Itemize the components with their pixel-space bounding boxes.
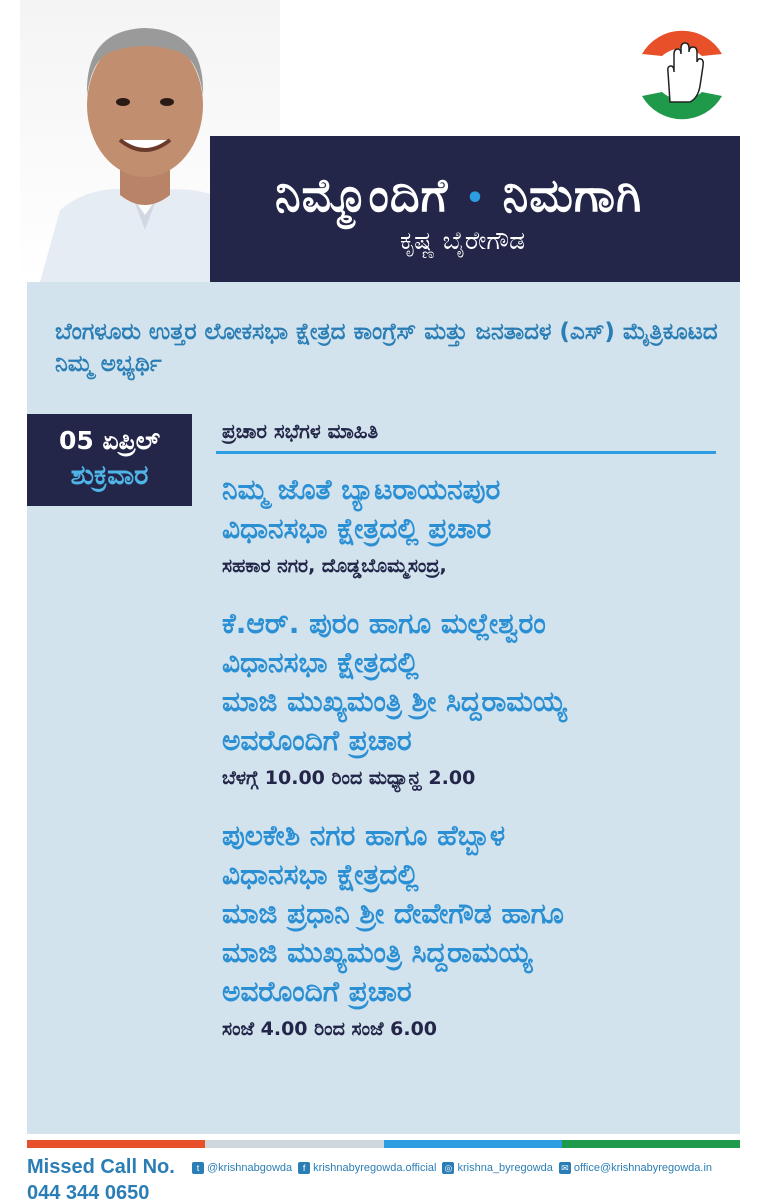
missed-call-number[interactable]: 044 344 0650 <box>27 1182 150 1200</box>
social-twitter[interactable] <box>192 1162 292 1174</box>
party-logo <box>632 24 732 124</box>
social-text: krishna_byregowda <box>457 1162 553 1174</box>
events-list <box>222 470 727 1067</box>
social-text: krishnabyregowda.official <box>313 1162 437 1174</box>
section-divider <box>216 451 716 454</box>
date-box <box>27 414 192 506</box>
candidate-name: ಕೃಷ್ಣ ಬೈರೇಗೌಡ <box>400 226 526 255</box>
social-facebook[interactable] <box>298 1162 436 1174</box>
event-line: ಪುಲಕೇಶಿ ನಗರ ಹಾಗೂ ಹೆಬ್ಬಾಳ <box>222 819 506 852</box>
instagram-icon: ◎ <box>442 1162 454 1174</box>
event-item <box>222 816 727 1045</box>
event-line: ಮಾಜಿ ಮುಖ್ಯಮಂತ್ರಿ ಶ್ರೀ ಸಿದ್ದರಾಮಯ್ಯ <box>222 685 567 718</box>
event-line: ಅವರೊಂದಿಗೆ ಪ್ರಚಾರ <box>222 724 412 757</box>
event-line: ಮಾಜಿ ಪ್ರಧಾನಿ ಶ್ರೀ ದೇವೇಗೌಡ ಹಾಗೂ <box>222 897 564 930</box>
social-email[interactable] <box>559 1162 712 1174</box>
event-line: ವಿಧಾನಸಭಾ ಕ್ಷೇತ್ರದಲ್ಲಿ ಪ್ರಚಾರ <box>222 512 492 545</box>
event-detail: ಸಂಜೆ 4.00 ರಿಂದ ಸಂಜೆ 6.00 <box>222 1018 438 1040</box>
missed-call-label: Missed Call No. <box>27 1156 175 1178</box>
event-line: ಕೆ.ಆರ್. ಪುರಂ ಹಾಗೂ ಮಲ್ಲೇಶ್ವರಂ <box>222 607 546 640</box>
event-line: ಮಾಜಿ ಮುಖ್ಯಮಂತ್ರಿ ಸಿದ್ದರಾಮಯ್ಯ <box>222 936 533 969</box>
header-title-separator: • <box>465 181 486 216</box>
header-title <box>275 168 745 224</box>
header-title-right: ನಿಮಗಾಗಿ <box>502 168 643 222</box>
event-line: ವಿಧಾನಸಭಾ ಕ್ಷೇತ್ರದಲ್ಲಿ <box>222 858 419 891</box>
blue-stripe <box>384 1140 562 1148</box>
event-line: ನಿಮ್ಮ ಜೊತೆ ಬ್ಯಾಟರಾಯನಪುರ <box>222 473 501 506</box>
event-detail: ಸಹಕಾರ ನಗರ, ದೊಡ್ಡಬೊಮ್ಮಸಂದ್ರ, <box>222 555 447 577</box>
social-instagram[interactable] <box>442 1162 552 1174</box>
social-text: office@krishnabyregowda.in <box>573 1162 713 1174</box>
event-line: ವಿಧಾನಸಭಾ ಕ್ಷೇತ್ರದಲ್ಲಿ <box>222 646 419 679</box>
social-text: @krishnabgowda <box>207 1162 293 1174</box>
header-title-left: ನಿಮ್ಮೊಂದಿಗೆ <box>275 168 449 222</box>
event-detail: ಬೆಳಗ್ಗೆ 10.00 ರಿಂದ ಮಧ್ಯಾನ್ಹ 2.00 <box>222 767 476 789</box>
facebook-icon: f <box>298 1162 310 1174</box>
footer <box>27 1156 740 1200</box>
date-day: 05 ಏಪ್ರಿಲ್ <box>58 426 161 455</box>
saffron-stripe <box>27 1140 205 1148</box>
event-line: ಅವರೊಂದಿಗೆ ಪ್ರಚಾರ <box>222 975 412 1008</box>
intro-text: ಬೆಂಗಳೂರು ಉತ್ತರ ಲೋಕಸಭಾ ಕ್ಷೇತ್ರದ ಕಾಂಗ್ರೆಸ್ ಮತ್ತು ಜನತಾದಳ (ಎಸ್) ಮೈತ್ರಿಕೂಟದ ನಿಮ್ಮ ಅಭ್ಯರ್ಥಿ <box>55 319 718 377</box>
social-links <box>192 1162 712 1174</box>
tricolor-bar <box>27 1140 740 1148</box>
white-stripe <box>205 1140 383 1148</box>
green-stripe <box>562 1140 740 1148</box>
section-heading: ಪ್ರಚಾರ ಸಭೆಗಳ ಮಾಹಿತಿ <box>222 419 379 443</box>
event-item <box>222 604 727 794</box>
date-weekday: ಶುಕ್ರವಾರ <box>70 460 149 491</box>
twitter-icon: t <box>192 1162 204 1174</box>
event-item <box>222 470 727 582</box>
email-icon: ✉ <box>559 1162 571 1174</box>
